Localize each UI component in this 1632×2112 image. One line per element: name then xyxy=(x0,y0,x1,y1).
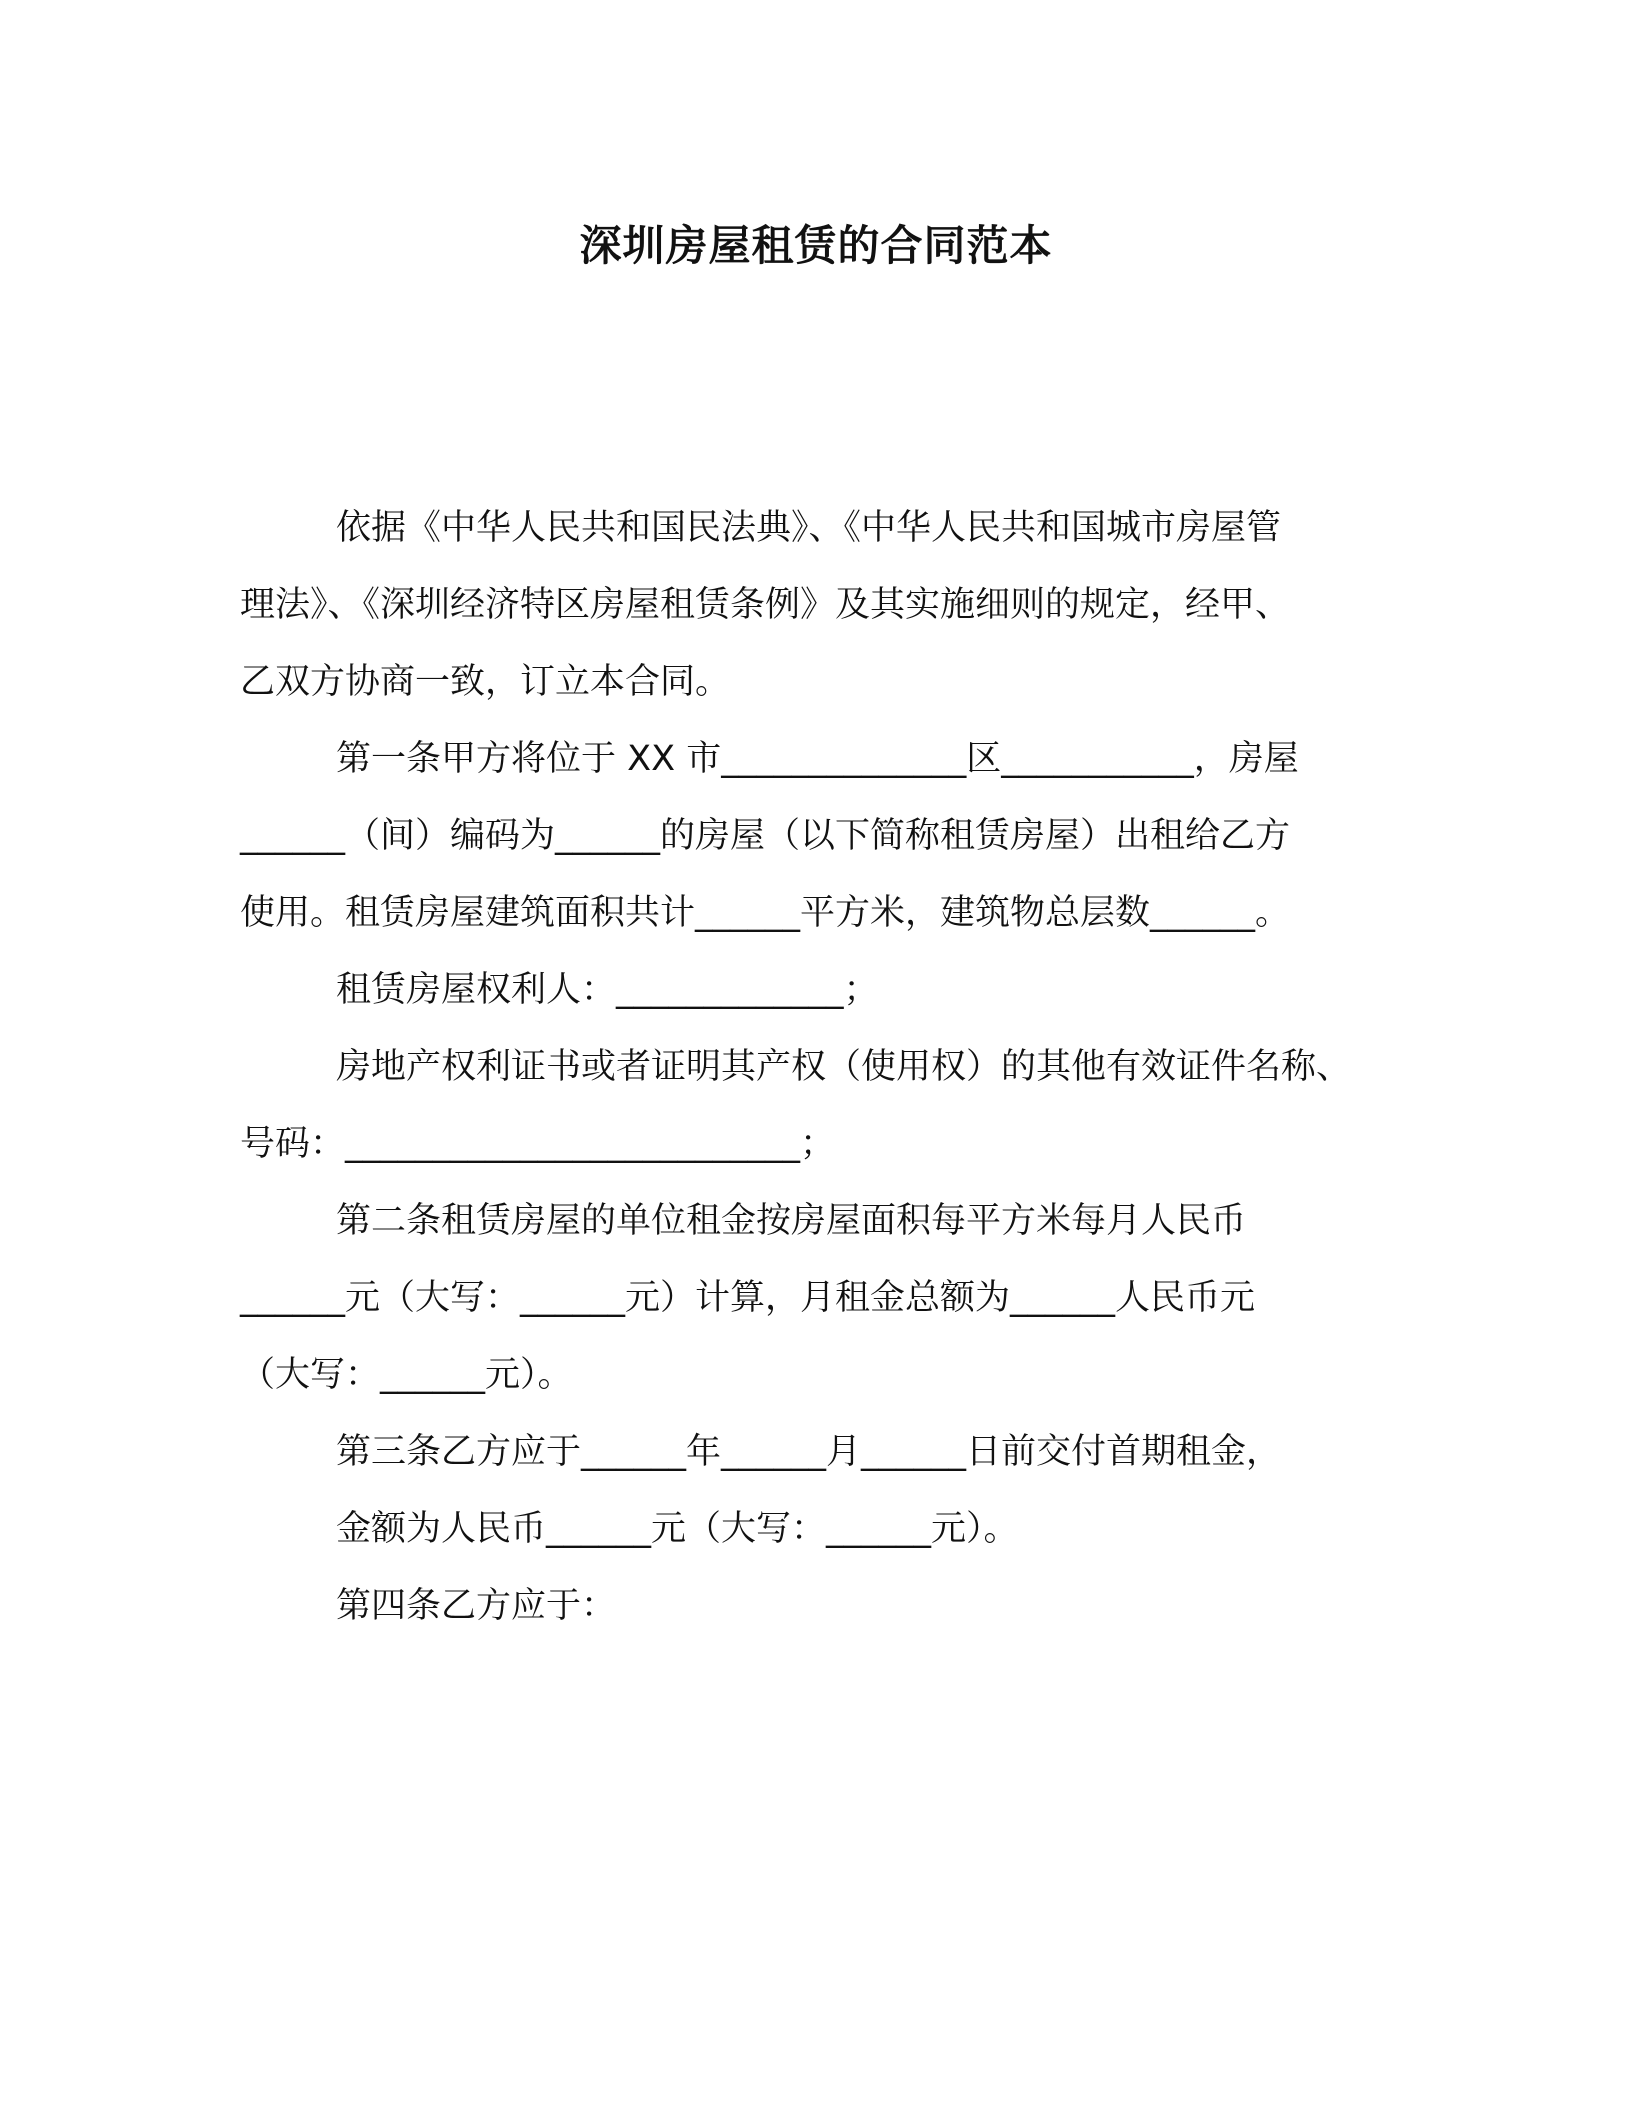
article-3-paragraph xyxy=(240,1414,1390,1491)
article-4-paragraph xyxy=(240,1568,1390,1645)
owner-paragraph xyxy=(240,952,1390,1029)
paragraph-line: 依据《中华人民共和国民法典》、《中华人民共和国城市房屋管 xyxy=(336,508,1282,548)
document-title: 深圳房屋租赁的合同范本 xyxy=(579,221,1053,270)
paragraph-line: 号码：__________________________； xyxy=(240,1124,836,1164)
paragraph-line: ______元（大写：______元）计算，月租金总额为______人民币元 xyxy=(240,1278,1256,1318)
paragraph-line: 金额为人民币______元（大写：______元）。 xyxy=(336,1509,1019,1549)
paragraph-line: 第三条乙方应于______年______月______日前交付首期租金， xyxy=(336,1432,1282,1472)
paragraph-line: 理法》、《深圳经济特区房屋租赁条例》及其实施细则的规定，经甲、 xyxy=(240,585,1291,625)
article-1-paragraph xyxy=(240,721,1390,952)
paragraph-line: 房地产权利证书或者证明其产权（使用权）的其他有效证件名称、 xyxy=(336,1047,1352,1087)
paragraph-line: 第四条乙方应于： xyxy=(336,1586,617,1626)
paragraph-line: 租赁房屋权利人：_____________； xyxy=(336,970,879,1010)
article-3-amount-paragraph xyxy=(240,1491,1390,1568)
paragraph-line: 使用。租赁房屋建筑面积共计______平方米，建筑物总层数______。 xyxy=(240,893,1291,933)
paragraph-line: （大写：______元）。 xyxy=(240,1355,573,1395)
certificate-paragraph xyxy=(240,1029,1390,1183)
preamble-paragraph xyxy=(240,490,1390,721)
article-2-paragraph xyxy=(240,1183,1390,1414)
paragraph-line: ______（间）编码为______的房屋（以下简称租赁房屋）出租给乙方 xyxy=(240,816,1291,856)
document-body xyxy=(240,490,1390,1645)
paragraph-line: 第二条租赁房屋的单位租金按房屋面积每平方米每月人民币 xyxy=(336,1201,1247,1241)
paragraph-line: 乙双方协商一致，订立本合同。 xyxy=(240,662,731,702)
paragraph-line: 第一条甲方将位于 XX 市______________区___________，房屋 xyxy=(336,739,1299,779)
